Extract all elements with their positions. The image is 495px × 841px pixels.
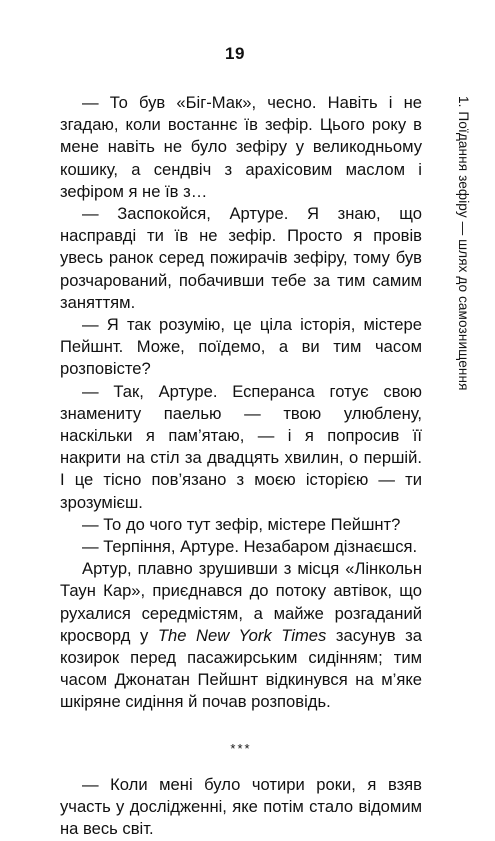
- paragraph: — Коли мені було чотири роки, я взяв участь у дослідженні, яке потім стало відомим на весь світ.: [60, 774, 422, 839]
- paragraph: — Так, Артуре. Есперанса готує свою знамениту паелью — твою улюблену, наскільки я пам’ятаю, — і я попросив її накрити на стіл за двадцять хвилин, о першій. І це тісно пов’язано з моєю історією — ти зрозумієш.: [60, 381, 422, 512]
- narration-start: Артур, плавно зрушивши з місця «Лінкольн Таун Кар», приєднався до потоку автівок, що рухалися середмістям, а майже розгаданий кросворд у: [60, 559, 422, 645]
- paragraph: — Я так розумію, це ціла історія, містере Пейшнт. Може, поїдемо, а ви тим часом розповісте?: [60, 315, 422, 379]
- section-separator: ***: [230, 740, 252, 756]
- newspaper-title: The New York Times: [157, 625, 327, 645]
- body-text: [60, 92, 422, 841]
- paragraph: — То до чого тут зефір, містере Пейшнт?: [82, 514, 401, 534]
- paragraph-narration: [60, 558, 422, 713]
- paragraph: — Заспокойся, Артуре. Я знаю, що насправді ти їв не зефір. Просто я провів увесь ранок серед пожирачів зефіру, тому був розчарований, побачивши тебе за тим самим заняттям.: [60, 204, 422, 312]
- narration-end: засунув за козирок перед пасажирським сидінням; тим часом Джонатан Пейшнт відкинувся на м’яке шкіряне сидіння й почав розповідь.: [60, 625, 423, 712]
- paragraph: — То був «Біг-Мак», чесно. Навіть і не згадаю, коли востаннє їв зефір. Цього року в мене навіть не було зефіру у великодньому кошику, а сендвіч з арахісовим маслом і зефіром я не їв з…: [60, 93, 422, 201]
- paragraph: — Терпіння, Артуре. Незабаром дізнаєшся.: [82, 537, 418, 557]
- running-chapter-header: 1. Поїдання зефіру — шлях до самознищення: [456, 96, 471, 391]
- page-number: 19: [225, 44, 245, 63]
